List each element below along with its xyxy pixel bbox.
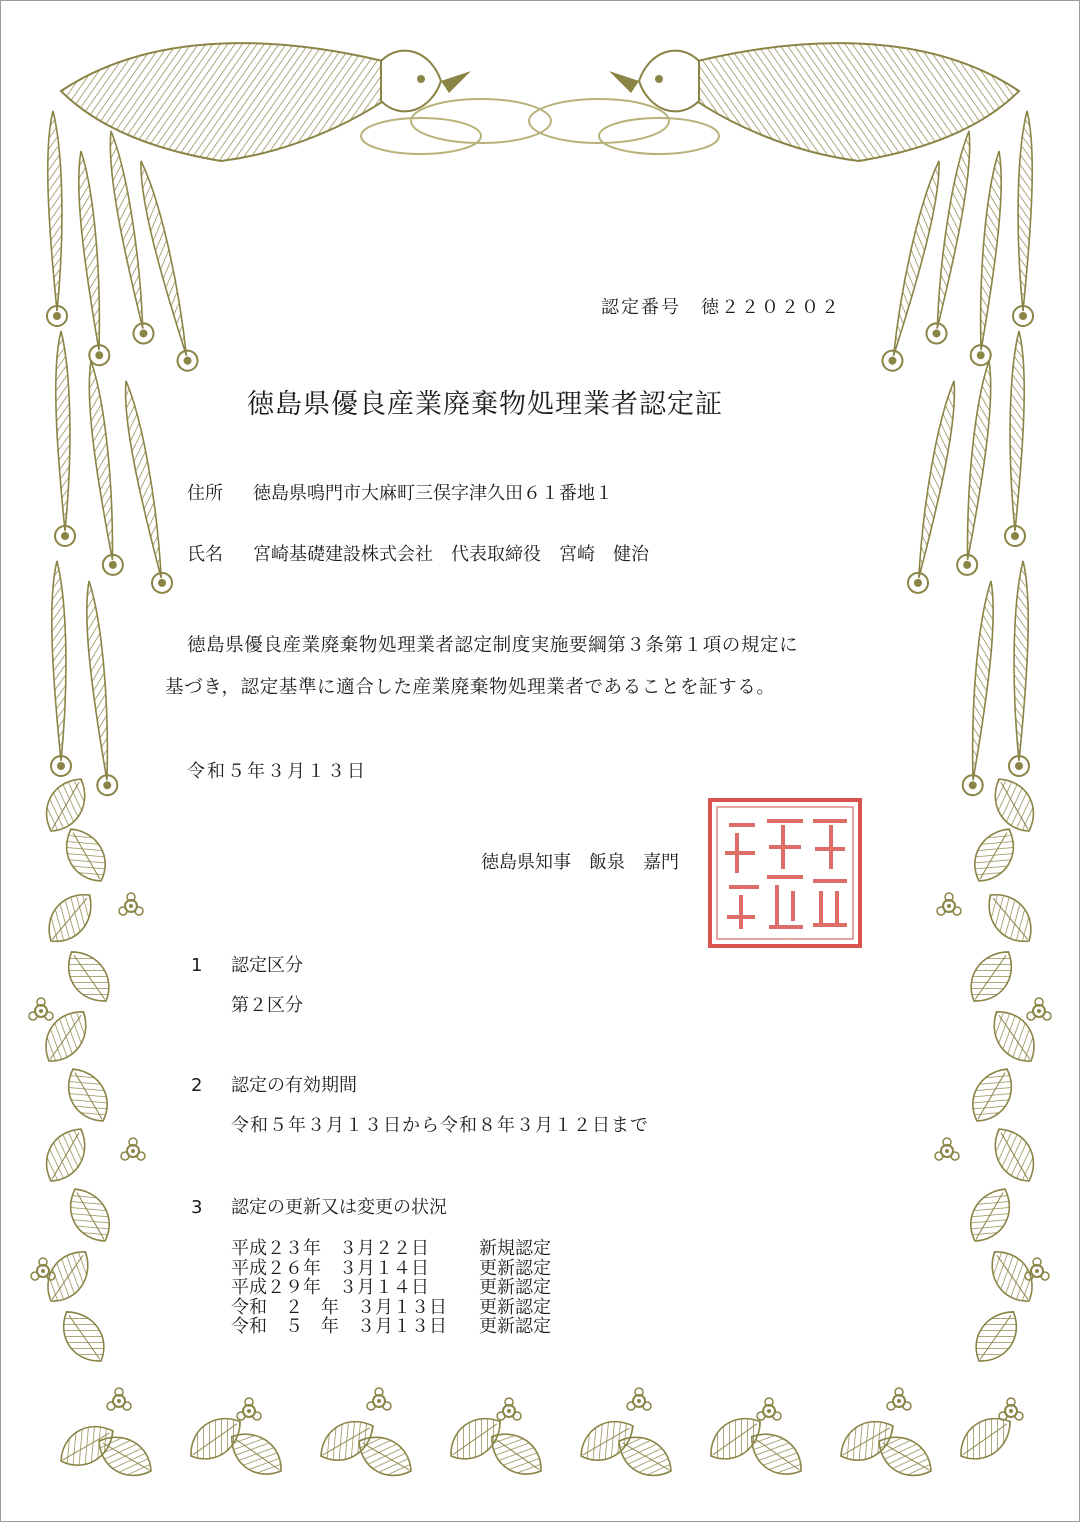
history-date: 令和 ５ 年 ３月１３日 [231,1316,447,1337]
left-leaves [29,770,145,1370]
certificate-title: 徳島県優良産業廃棄物処理業者認定証 [247,389,723,420]
issuer-name: 徳島県知事 飯泉 嘉門 [481,852,679,873]
certificate-number [601,299,841,317]
section-3-number: 3 [191,1197,203,1218]
history-date: 令和 ２ 年 ３月１３日 [231,1296,447,1318]
history-row [231,1239,551,1259]
right-phoenix [529,43,1019,161]
section-3-heading: 認定の更新又は変更の状況 [231,1197,447,1218]
right-leaves [935,770,1051,1370]
section-2-value: 令和５年３月１３日から令和８年３月１２日まで [231,1115,649,1136]
history-date: 平成２３年 ３月２２日 [231,1238,429,1259]
history-date: 平成２９年 ３月１４日 [231,1277,429,1298]
certificate-number-value: 徳２２０２０２ [701,297,841,318]
certification-statement-line2: 基づき，認定基準に適合した産業廃棄物処理業者であることを証する。 [165,677,776,698]
section-2-number: 2 [191,1075,203,1096]
address-value: 徳島県鳴門市大麻町三俣字津久田６１番地１ [253,483,613,504]
history-type: 更新認定 [479,1316,551,1337]
right-feathers [881,111,1033,796]
history-row [231,1259,551,1279]
renewal-history [231,1239,551,1337]
section-1-number: 1 [191,955,203,976]
certification-statement-line1: 徳島県優良産業廃棄物処理業者認定制度実施要綱第３条第１項の規定に [187,635,799,656]
name-label: 氏名 [187,544,223,565]
history-type: 更新認定 [479,1257,551,1279]
history-type: 更新認定 [479,1277,551,1298]
section-1-value: 第２区分 [231,995,303,1016]
certificate-number-label: 認定番号 [601,297,681,318]
name-row [187,546,649,564]
left-phoenix [61,43,551,161]
history-row [231,1278,551,1298]
issue-date: 令和５年３月１３日 [187,761,367,782]
official-seal [705,795,865,951]
address-row [187,485,613,503]
history-type: 更新認定 [479,1296,551,1318]
seal-text: 徳島県知事之印 [785,945,792,946]
name-value: 宮崎基礎建設株式会社 代表取締役 宮崎 健治 [253,544,649,565]
address-label: 住所 [187,483,223,504]
history-date: 平成２６年 ３月１４日 [231,1257,429,1279]
section-2-heading: 認定の有効期間 [231,1075,357,1096]
history-row [231,1317,551,1337]
section-1-heading: 認定区分 [231,955,303,976]
bottom-leaves [52,1388,1023,1486]
history-type: 新規認定 [479,1238,551,1259]
history-row [231,1298,551,1318]
